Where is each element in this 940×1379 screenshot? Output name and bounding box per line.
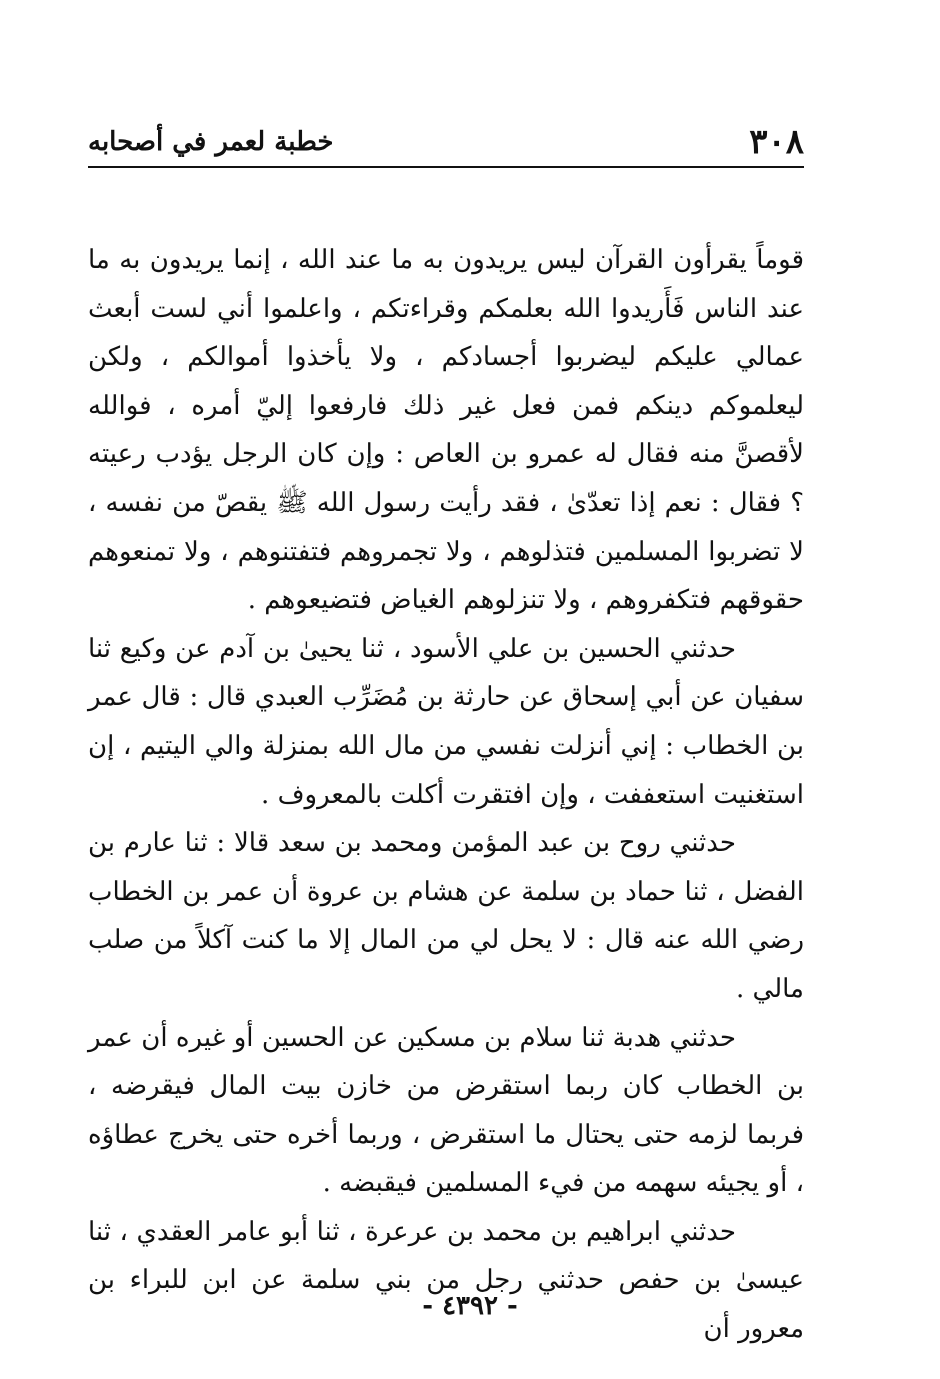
page-number: ٣٠٨: [749, 122, 804, 162]
running-header: [88, 118, 804, 168]
header-rule: [88, 166, 804, 168]
paragraph-2: حدثني الحسين بن علي الأسود ، ثنا يحيىٰ بن آدم عن وكيع ثنا سفيان عن أبي إسحاق عن حارثة بن مُضَرِّب العبدي قال : قال عمر بن الخطاب : إني أنزلت نفسي من مال الله بمنزلة والي اليتيم ، إن استغنيت استعففت ، وإن افتقرت أكلت بالمعروف .: [88, 633, 804, 810]
paragraph-5: حدثني ابراهيم بن محمد بن عرعرة ، ثنا أبو عامر العقدي ، ثنا عيسىٰ بن حفص حدثني رجل من بني سلمة عن ابن للبراء بن معرور أن: [88, 1216, 804, 1345]
chapter-title: خطبة لعمر في أصحابه: [88, 127, 334, 157]
paragraph-3: حدثني روح بن عبد المؤمن ومحمد بن سعد قالا : ثنا عارم بن الفضل ، ثنا حماد بن سلمة عن هشام بن عروة أن عمر بن الخطاب رضي الله عنه قال : لا يحل لي من المال إلا ما كنت آكلاً من صلب مالي .: [88, 828, 804, 1004]
paragraph-1: قوماً يقرأون القرآن ليس يريدون به ما عند الله ، إنما يريدون به ما عند الناس فَأَريدوا الله بعلمكم وقراءتكم ، واعلموا أني لست أبعث عمالي عليكم ليضربوا أجسادكم ، ولا يأخذوا أموالكم ، ولكن ليعلموكم دينكم فمن فعل غير ذلك فارفعوا إليّ أمره ، فوالله لأقصنَّ منه فقال له عمرو بن العاص : وإن كان الرجل يؤدب رعيته ؟ فقال : نعم إذا تعدّىٰ ، فقد رأيت رسول الله ﷺ يقصّ من نفسه ، لا تضربوا المسلمين فتذلوهم ، ولا تجمروهم فتفتنوهم ، ولا تمنعوهم حقوقهم فتكفروهم ، ولا تنزلوهم الغياض فتضيعوهم .: [88, 245, 804, 616]
footer-page-number: - ٤٣٩٢ -: [422, 1291, 518, 1321]
paragraph-4: حدثني هدبة ثنا سلام بن مسكين عن الحسين أو غيره أن عمر بن الخطاب كان ربما استقرض من خازن بيت المال فيقرضه ، فربما لزمه حتى يحتال ما استقرض ، وربما أخره حتى يخرج عطاؤه ، أو يجيئه سهمه من فيء المسلمين فيقبضه .: [88, 1022, 804, 1199]
body-text: [88, 236, 804, 1354]
